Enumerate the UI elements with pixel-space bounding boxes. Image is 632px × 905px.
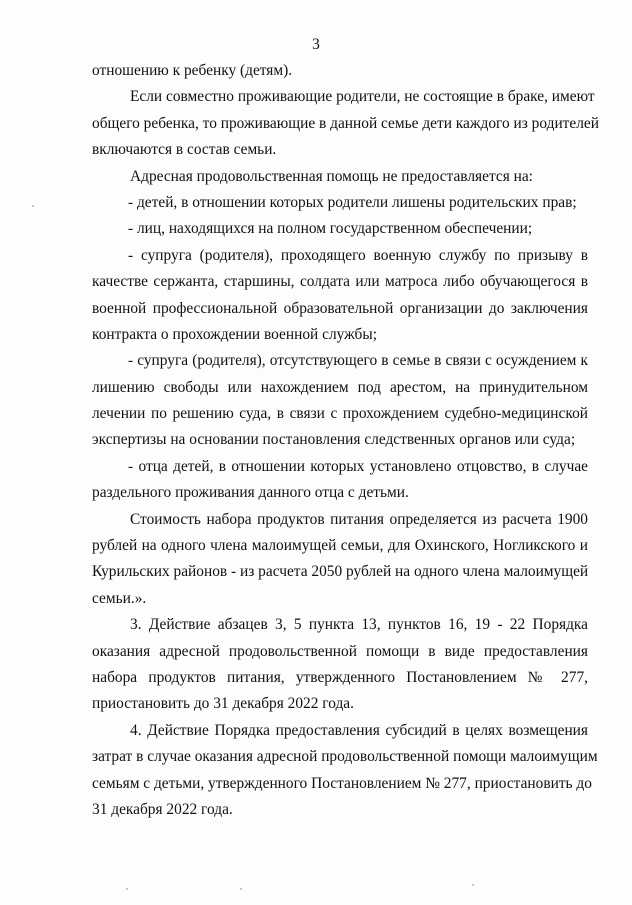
text-line: рублей на одного члена малоимущей семьи, для Охинского, Ногликского и <box>92 537 588 555</box>
text-line: 3. Действие абзацев 3, 5 пункта 13, пунктов 16, 19 - 22 Порядка <box>130 616 588 634</box>
page-number: 3 <box>312 36 320 53</box>
list-item <box>92 454 588 507</box>
text-line: - супруга (родителя), отсутствующего в семье в связи с осуждением к <box>128 352 588 370</box>
scan-speck <box>240 888 242 890</box>
text-line: приостановить до 31 декабря 2022 года. <box>92 695 354 713</box>
paragraph-food-set-cost <box>92 507 588 613</box>
list-item <box>92 216 588 242</box>
list-item <box>92 190 588 216</box>
text-line: военной профессиональной образовательной организации до заключения <box>92 299 588 317</box>
text-line: отношению к ребенку (детям). <box>92 62 293 79</box>
text-line: контракта о прохождении военной службы; <box>92 325 378 343</box>
paragraph-continuation <box>92 58 588 84</box>
text-line: 4. Действие Порядка предоставления субсидий в целях возмещения <box>130 721 588 739</box>
text-line: семьям с детьми, утвержденного Постановлением № 277, приостановить до <box>92 774 592 792</box>
text-line: лечении по решению суда, в связи с прохождением судебно-медицинской <box>92 405 588 423</box>
paragraph-section-3 <box>92 612 588 718</box>
paragraph-unmarried-parents <box>92 84 599 163</box>
scan-speck <box>32 205 34 207</box>
list-item <box>92 243 588 349</box>
paragraph-aid-not-provided <box>92 164 588 190</box>
scan-speck <box>126 888 128 890</box>
text-line: затрат в случае оказания адресной продовольственной помощи малоимущим <box>92 748 598 766</box>
text-line: - детей, в отношении которых родители лишены родительских прав; <box>128 193 577 211</box>
text-line: - супруга (родителя), проходящего военную службу по призыву в <box>128 246 588 264</box>
text-line: экспертизы на основании постановления следственных органов или суда; <box>92 431 576 449</box>
text-line: Адресная продовольственная помощь не предоставляется на: <box>130 167 533 185</box>
text-line: включаются в состав семьи. <box>92 141 277 159</box>
text-line: 31 декабря 2022 года. <box>92 800 233 818</box>
text-line: Стоимость набора продуктов питания определяется из расчета 1900 <box>130 510 588 528</box>
text-line: общего ребенка, то проживающие в данной семье дети каждого из родителей <box>92 114 599 132</box>
paragraph-section-4 <box>92 718 598 824</box>
scan-speck <box>472 884 474 886</box>
text-line: лишению свободы или нахождением под арестом, на принудительном <box>92 378 588 396</box>
text-line: - отца детей, в отношении которых установлено отцовство, в случае <box>128 457 588 475</box>
text-line: раздельного проживания данного отца с детьми. <box>92 484 409 502</box>
text-line: качестве сержанта, старшины, солдата или матроса либо обучающегося в <box>92 273 588 291</box>
text-line: Курильских районов - из расчета 2050 рублей на одного члена малоимущей <box>92 563 589 581</box>
text-line: оказания адресной продовольственной помощи в виде предоставления <box>92 642 588 660</box>
document-body <box>92 58 599 823</box>
list-item <box>92 348 588 454</box>
text-line: семьи.». <box>92 589 147 607</box>
text-line: Если совместно проживающие родители, не состоящие в браке, имеют <box>130 88 595 106</box>
text-line: - лиц, находящихся на полном государственном обеспечении; <box>128 220 533 238</box>
text-line: набора продуктов питания, утвержденного Постановлением № 277, <box>92 668 588 686</box>
